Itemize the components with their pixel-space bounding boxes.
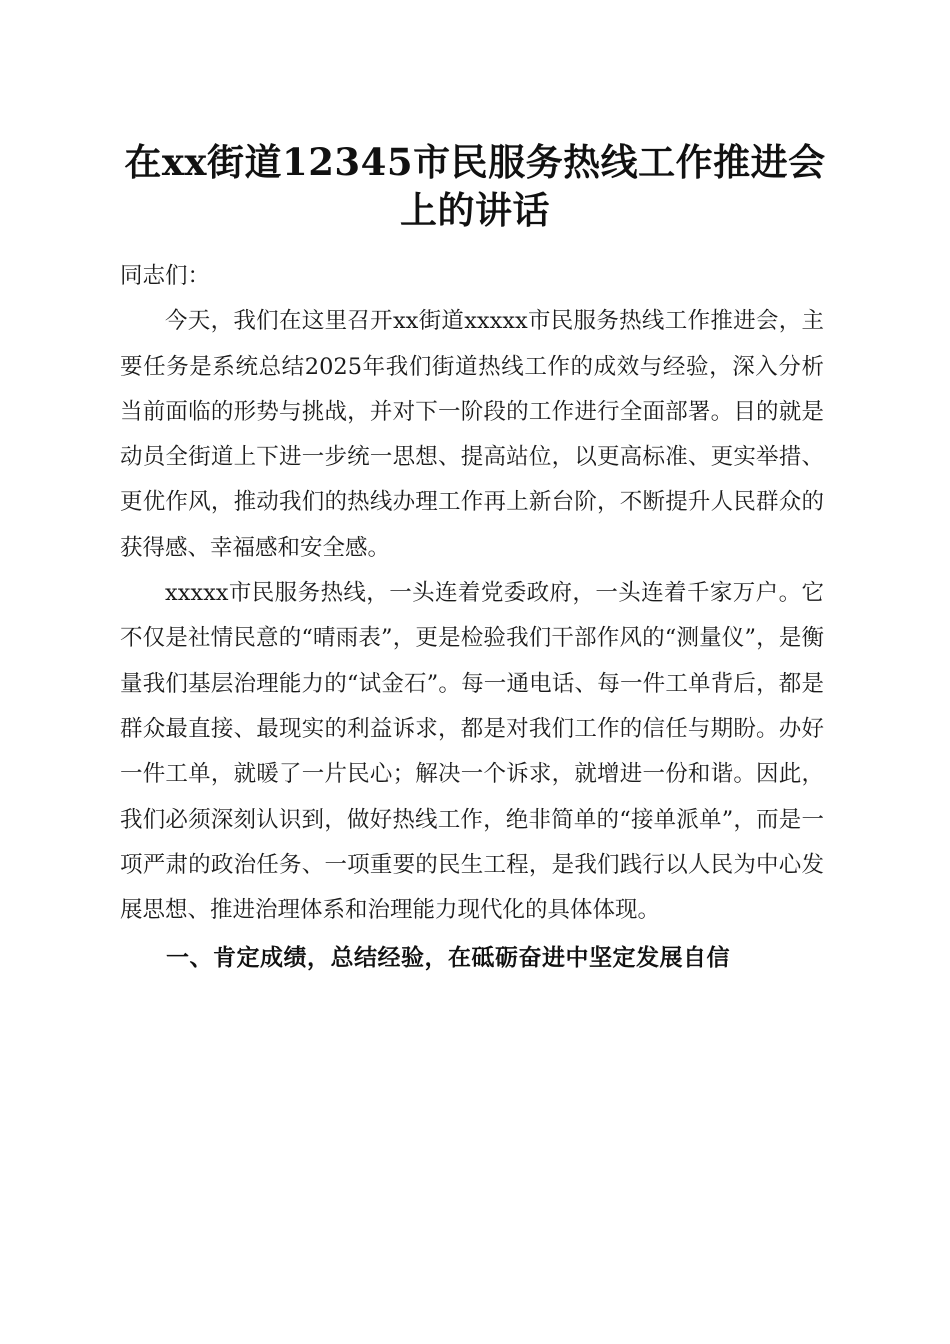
document-title: 在xx街道12345市民服务热线工作推进会上的讲话	[124, 140, 826, 232]
paragraph-hotline-significance: xxxxx市民服务热线，一头连着党委政府，一头连着千家万户。它不仅是社情民意的“晴雨表”，更是检验我们干部作风的“测量仪”，是衡量我们基层治理能力的“试金石”。每一通电话、每一件工单背后，都是群众最直接、最现实的利益诉求，都是对我们工作的信任与期盼。办好一件工单，就暖了一片民心；解决一个诉求，就增进一份和谐。因此，我们必须深刻认识到，做好热线工作，绝非简单的“接单派单”，而是一项严肃的政治任务、一项重要的民生工程，是我们践行以人民为中心发展思想、推进治理体系和治理能力现代化的具体体现。	[120, 580, 824, 924]
section-heading: 一、肯定成绩，总结经验，在砥砺奋进中坚定发展自信	[166, 945, 730, 972]
document-body	[120, 254, 824, 983]
salutation: 同志们：	[120, 263, 211, 289]
paragraph-intro: 今天，我们在这里召开xx街道xxxxx市民服务热线工作推进会，主要任务是系统总结2025年我们街道热线工作的成效与经验，深入分析当前面临的形势与挑战，并对下一阶段的工作进行全面部署。目的就是动员全街道上下进一步统一思想、提高站位，以更高标准、更实举措、更优作风，推动我们的热线办理工作再上新台阶，不断提升人民群众的获得感、幸福感和安全感。	[120, 308, 824, 561]
